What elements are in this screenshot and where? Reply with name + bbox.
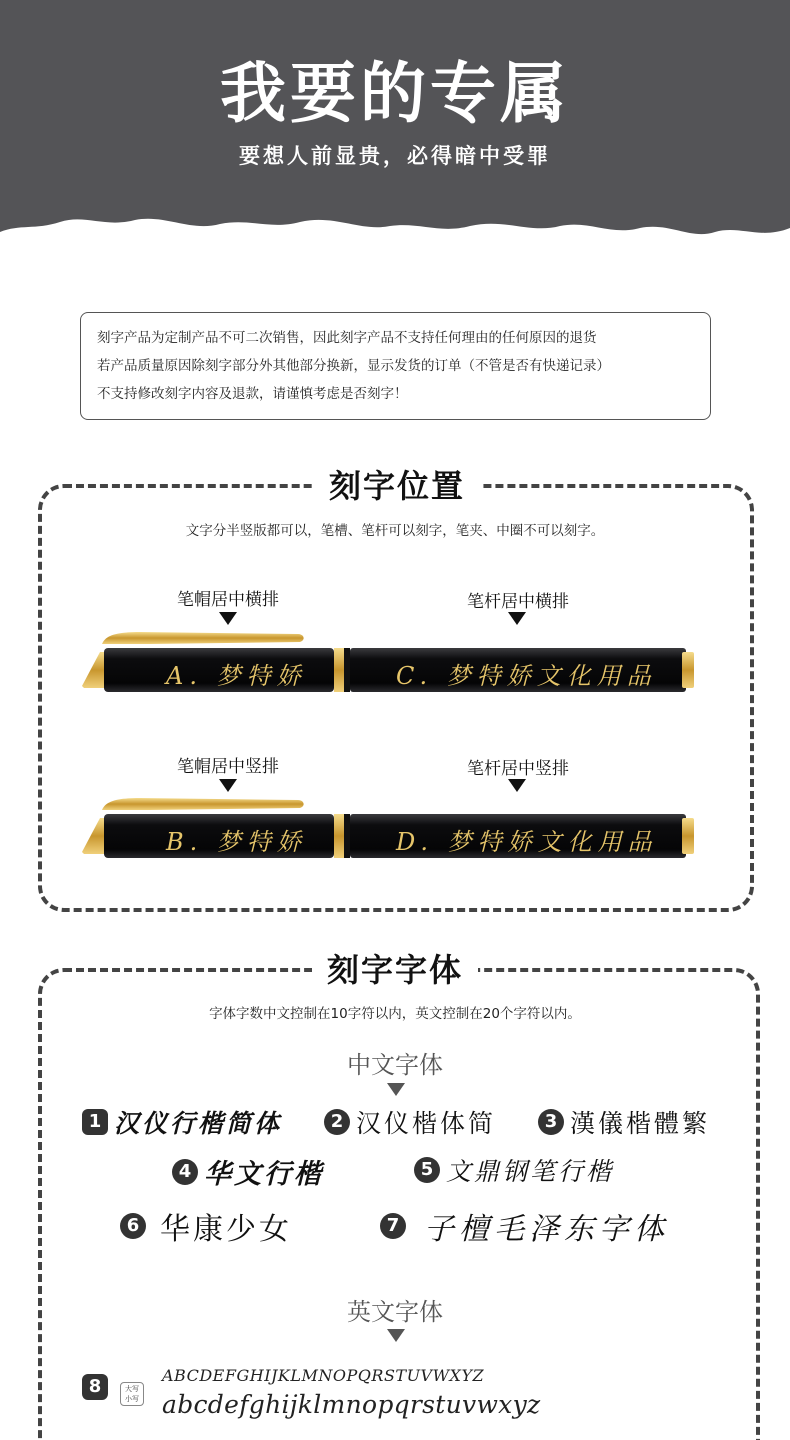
font-number: 1 [82, 1109, 108, 1135]
position-section-description: 文字分半竖版都可以，笔槽、笔杆可以刻字，笔夹、中圈不可以刻字。 [185, 523, 605, 539]
case-badge [120, 1382, 144, 1406]
font-name: 华文行楷 [204, 1159, 324, 1190]
engraving-sample-a: A. 梦特娇 [166, 662, 307, 690]
font-option-7[interactable] [380, 1204, 669, 1248]
engraving-notice [80, 312, 711, 420]
page-subtitle: 要想人前显贵，必得暗中受罪 [239, 144, 551, 168]
uppercase-badge-label: 大写 [125, 1385, 139, 1393]
arrow-down-icon [387, 1329, 405, 1342]
font-number: 8 [82, 1374, 108, 1400]
font-number: 2 [324, 1109, 350, 1135]
font-number: 6 [120, 1213, 146, 1239]
barrel-vertical-label: 笔杆居中竖排 [467, 759, 569, 779]
engraving-sample-d: D. 梦特娇文化用品 [396, 828, 658, 856]
font-name: 汉仪楷体简 [356, 1109, 497, 1138]
font-name: 子檀毛泽东字体 [424, 1212, 669, 1247]
font-option-2[interactable] [324, 1104, 496, 1140]
arrow-down-icon [219, 612, 237, 625]
chinese-font-heading: 中文字体 [347, 1051, 443, 1079]
font-section-description: 字体字数中文控制在10字符以内，英文控制在20个字符以内。 [209, 1006, 581, 1022]
position-section-title: 刻字位置 [314, 466, 480, 506]
font-option-8[interactable] [82, 1374, 114, 1400]
font-option-5[interactable] [414, 1152, 614, 1188]
font-name: 漢儀楷體繁 [570, 1109, 711, 1138]
arrow-down-icon [508, 779, 526, 792]
arrow-down-icon [219, 779, 237, 792]
font-name: 汉仪行楷简体 [114, 1109, 283, 1138]
font-option-4[interactable] [172, 1152, 324, 1191]
font-number: 4 [172, 1159, 198, 1185]
font-name: 华康少女 [160, 1212, 292, 1247]
font-option-3[interactable] [538, 1104, 710, 1140]
uppercase-sample: ABCDEFGHIJKLMNOPQRSTUVWXYZ [162, 1366, 485, 1385]
engraving-sample-c: C. 梦特娇文化用品 [396, 662, 657, 690]
lowercase-sample: abcdefghijklmnopqrstuvwxyz [162, 1390, 541, 1419]
font-option-1[interactable] [82, 1104, 282, 1140]
font-option-6[interactable] [120, 1204, 292, 1248]
barrel-horizontal-label: 笔杆居中横排 [467, 592, 569, 612]
lowercase-badge-label: 小写 [125, 1395, 139, 1403]
cap-vertical-label: 笔帽居中竖排 [177, 757, 279, 777]
header-banner [0, 0, 790, 250]
cap-horizontal-label: 笔帽居中横排 [177, 590, 279, 610]
notice-line: 若产品质量原因除刻字部分外其他部分换新，显示发货的订单（不管是否有快递记录） [97, 358, 610, 374]
notice-line: 不支持修改刻字内容及退款，请谨慎考虑是否刻字！ [97, 386, 408, 402]
page-title: 我要的专属 [220, 55, 570, 132]
font-number: 5 [414, 1157, 440, 1183]
arrow-down-icon [508, 612, 526, 625]
english-font-heading: 英文字体 [347, 1298, 443, 1326]
arrow-down-icon [387, 1083, 405, 1096]
engraving-sample-b: B. 梦特娇 [166, 828, 307, 856]
font-number: 7 [380, 1213, 406, 1239]
font-section-title: 刻字字体 [312, 950, 478, 990]
font-name: 文鼎钢笔行楷 [446, 1157, 615, 1186]
notice-line: 刻字产品为定制产品不可二次销售，因此刻字产品不支持任何理由的任何原因的退货 [97, 330, 597, 346]
font-number: 3 [538, 1109, 564, 1135]
